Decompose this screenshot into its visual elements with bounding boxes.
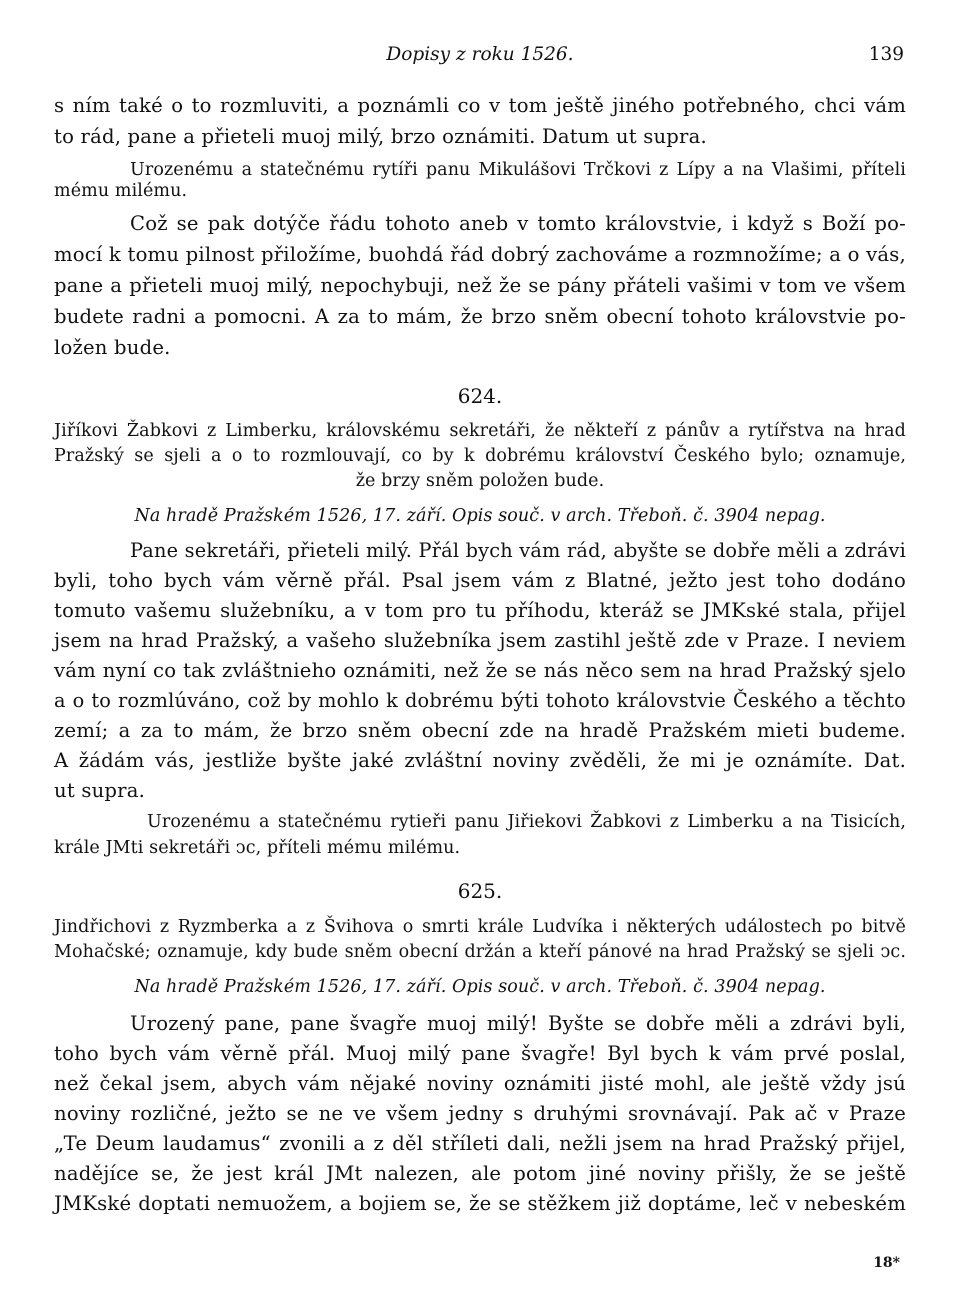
address-line: mému milému. — [54, 181, 188, 201]
text-line: budete radni a pomocni. A za to mám, že brzo sněm obecní tohoto královstvie po- — [54, 305, 906, 328]
text-line: pane a přieteli muoj milý, nepochybuji, než že se pány přáteli vašimi v tom ve všem — [54, 274, 906, 297]
address-line: Urozenému a statečnému rytieři panu Jiřiekovi Žabkovi z Limberku a na Tisicích, — [147, 812, 906, 832]
text-line: ut supra. — [54, 779, 146, 802]
text-line: to rád, pane a přieteli muoj milý, brzo oznámiti. Datum ut supra. — [54, 125, 707, 148]
text-line: A žádám vás, jestliže byšte jaké zvláštní noviny zvěděli, že mi je oznámíte. Dat. — [54, 749, 906, 772]
text-line: jsem na hrad Pražský, a vašeho služebníka jsem zastihl ještě zde v Praze. I neviem — [54, 629, 906, 652]
text-line: Pane sekretáři, přieteli milý. Přál bych vám rád, abyšte se dobře měli a zdrávi — [130, 539, 906, 562]
summary-line: Jiříkovi Žabkovi z Limberku, královskému sekretáři, že někteří z pánův a rytířstva na hrad — [54, 421, 906, 441]
address-line: krále JMti sekretáři ↄc, příteli mému milému. — [54, 838, 461, 858]
signature-mark: 18* — [873, 1255, 900, 1271]
text-line: tomuto vašemu služebníku, a v tom pro tu příhodu, kteráž se JMKské stala, přijel — [54, 599, 906, 622]
text-line: nadějíce se, že jest král JMt nalezen, ale potom jiné noviny přišly, že se ještě — [54, 1162, 906, 1185]
text-line: toho bych vám věrně přál. Muoj milý pane švagře! Byl bych k vám prvé poslal, — [54, 1042, 906, 1065]
letter-number: 625. — [457, 879, 503, 903]
letter-number: 624. — [457, 384, 503, 408]
summary-line: že brzy sněm položen bude. — [355, 471, 605, 491]
text-line: ložen bude. — [54, 336, 171, 359]
source-note: Na hradě Pražském 1526, 17. září. Opis souč. v arch. Třeboň. č. 3904 nepag. — [134, 977, 826, 997]
source-note: Na hradě Pražském 1526, 17. září. Opis souč. v arch. Třeboň. č. 3904 nepag. — [134, 506, 826, 526]
running-title: Dopisy z roku 1526. — [386, 44, 574, 65]
summary-line: Jindřichovi z Ryzmberka a z Švihova o smrti krále Ludvíka i některých událostech po bitvě — [54, 917, 906, 937]
text-line: vám nyní co tak zvláštnieho oznámiti, než že se nás něco sem na hrad Pražský sjelo — [54, 659, 906, 682]
text-line: byli, toho bych vám věrně přál. Psal jsem vám z Blatné, ježto jest toho dodáno — [54, 569, 906, 592]
text-line: zemí; a za to mám, že brzo sněm obecní zde na hradě Pražském mieti budeme. — [54, 719, 906, 742]
text-line: s ním také o to rozmluviti, a poznámli co v tom ještě jiného potřebného, chci vám — [54, 94, 906, 117]
text-line: noviny rozličné, ježto se ne ve všem jedny s druhými srovnávají. Pak ač v Praze — [54, 1102, 906, 1125]
text-line: mocí k tomu pilnost přiložíme, buohdá řád dobrý zachováme a rozmnožíme; a o vás, — [54, 243, 906, 266]
page-number: 139 — [868, 44, 904, 65]
text-line: JMKské doptati nemuožem, a bojiem se, že se stěžkem již doptáme, leč v nebeském — [54, 1192, 906, 1215]
text-line: než čekal jsem, abych vám nějaké noviny oznámiti jisté mohl, ale ještě vždy jsú — [54, 1072, 906, 1095]
text-line: Urozený pane, pane švagře muoj milý! Byšte se dobře měli a zdrávi byli, — [130, 1012, 906, 1035]
summary-line: Mohačské; oznamuje, kdy bude sněm obecní držán a kteří pánové na hrad Pražský se sjeli ↄc. — [54, 942, 906, 962]
text-line: a o to rozmlúváno, což by mohlo k dobrému býti tohoto královstvie Českého a těchto — [54, 689, 906, 712]
text-line: „Te Deum laudamus“ zvonili a z děl stříleti dali, nežli jsem na hrad Pražský přijel, — [54, 1132, 906, 1155]
address-line: Urozenému a statečnému rytíři panu Mikulášovi Trčkovi z Lípy a na Vlašimi, příteli — [130, 160, 906, 180]
summary-line: Pražský se sjeli a o to rozmlouvají, co by k dobrému království Českého bylo; oznamuje, — [54, 446, 906, 466]
text-line: Což se pak dotýče řádu tohoto aneb v tomto královstvie, i když s Boží po- — [130, 212, 906, 235]
